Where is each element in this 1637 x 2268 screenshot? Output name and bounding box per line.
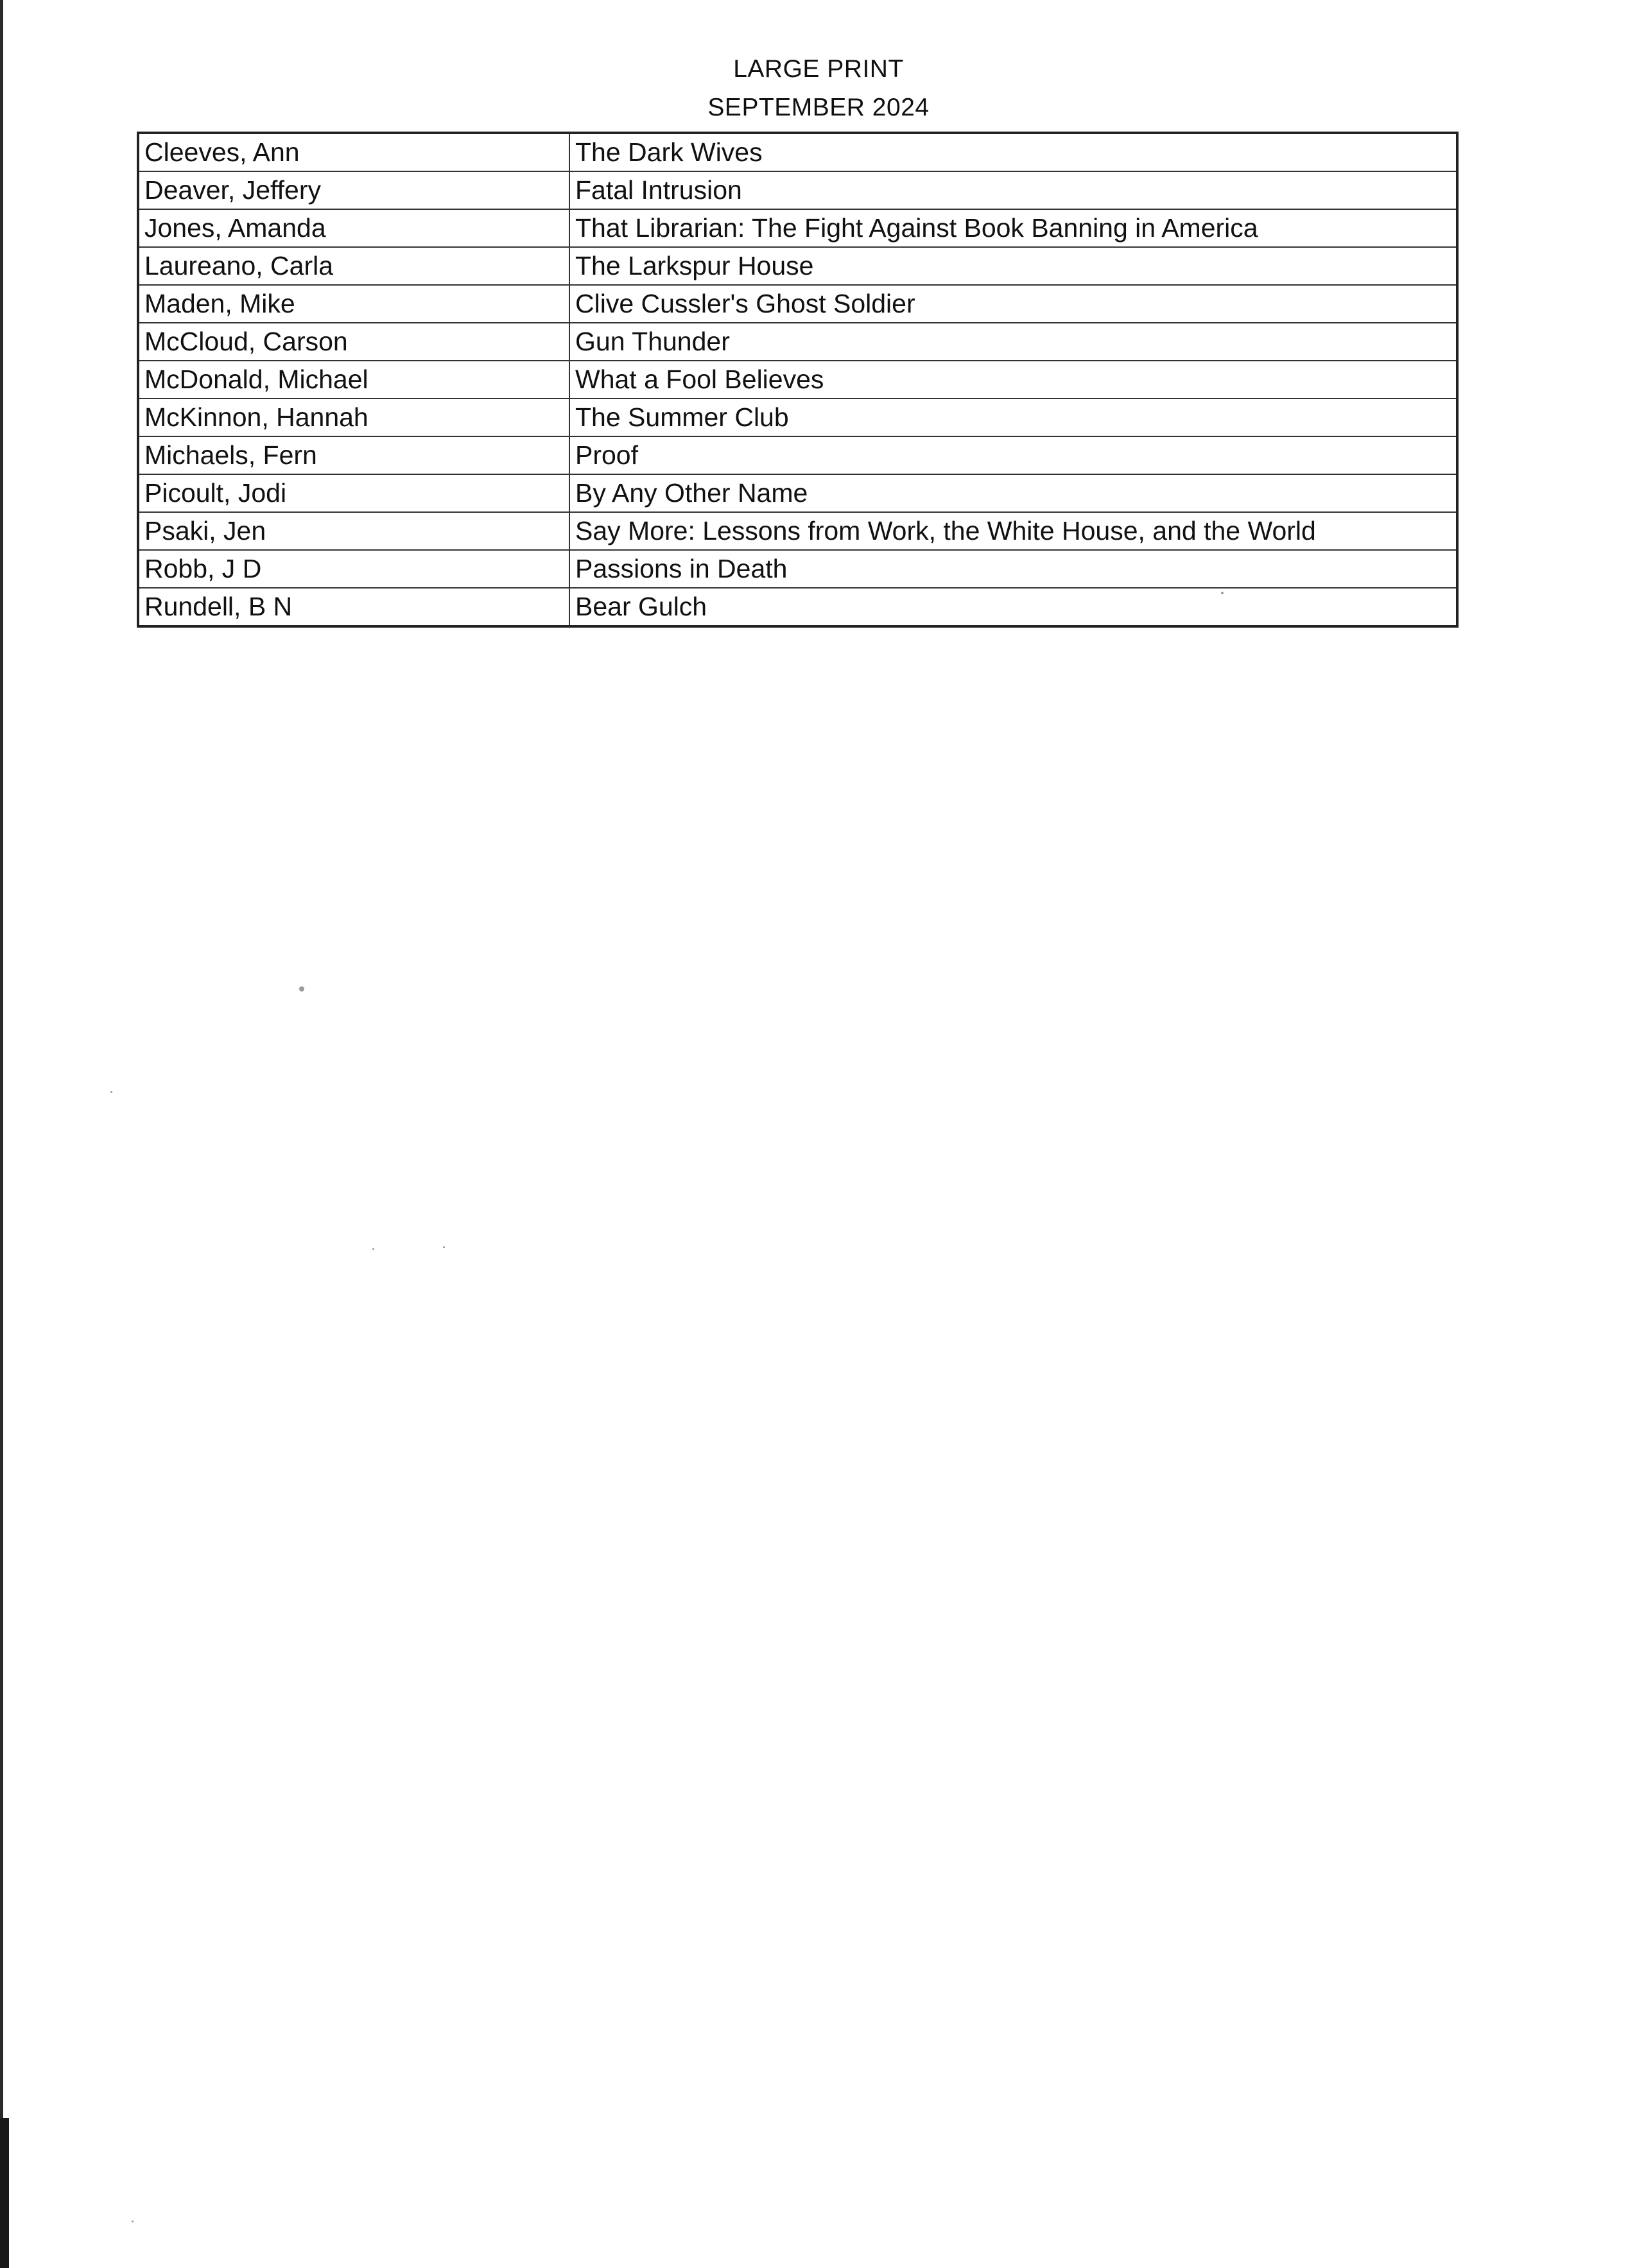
title-cell: Passions in Death (569, 550, 1457, 588)
table-row (138, 171, 1457, 209)
table-row (138, 285, 1457, 323)
scan-speck (1221, 592, 1224, 594)
title-cell: What a Fool Believes (569, 361, 1457, 399)
table-row (138, 588, 1457, 626)
author-cell: Michaels, Fern (138, 436, 569, 474)
title-cell: By Any Other Name (569, 474, 1457, 512)
title-cell: Say More: Lessons from Work, the White House, and the World (569, 512, 1457, 550)
author-cell: Laureano, Carla (138, 247, 569, 285)
title-cell: Fatal Intrusion (569, 171, 1457, 209)
title-cell: The Dark Wives (569, 133, 1457, 171)
author-cell: Cleeves, Ann (138, 133, 569, 171)
title-cell: Clive Cussler's Ghost Soldier (569, 285, 1457, 323)
book-list-table (137, 132, 1459, 628)
table-row (138, 474, 1457, 512)
scan-edge-left (0, 0, 3, 2268)
document-subtitle: SEPTEMBER 2024 (707, 94, 930, 121)
author-cell: Deaver, Jeffery (138, 171, 569, 209)
title-cell: The Summer Club (569, 399, 1457, 436)
document-title: LARGE PRINT (733, 55, 904, 83)
table-row (138, 133, 1457, 171)
title-cell: Proof (569, 436, 1457, 474)
table-row (138, 323, 1457, 361)
table-row (138, 361, 1457, 399)
author-cell: McKinnon, Hannah (138, 399, 569, 436)
table-row (138, 550, 1457, 588)
table-row (138, 247, 1457, 285)
table-row (138, 512, 1457, 550)
title-cell: That Librarian: The Fight Against Book Banning in America (569, 209, 1457, 247)
scan-speck (299, 986, 304, 992)
title-cell: Bear Gulch (569, 588, 1457, 626)
author-cell: Psaki, Jen (138, 512, 569, 550)
author-cell: McDonald, Michael (138, 361, 569, 399)
scan-edge-bottom (0, 2118, 9, 2268)
title-cell: Gun Thunder (569, 323, 1457, 361)
author-cell: Robb, J D (138, 550, 569, 588)
table-row (138, 399, 1457, 436)
scan-speck (372, 1248, 374, 1250)
title-cell: The Larkspur House (569, 247, 1457, 285)
author-cell: Maden, Mike (138, 285, 569, 323)
author-cell: Jones, Amanda (138, 209, 569, 247)
author-cell: McCloud, Carson (138, 323, 569, 361)
scan-speck (443, 1246, 445, 1248)
document-header (0, 50, 1637, 127)
scan-speck (110, 1091, 112, 1093)
table-row (138, 436, 1457, 474)
scan-speck (132, 2221, 134, 2222)
author-cell: Picoult, Jodi (138, 474, 569, 512)
table-row (138, 209, 1457, 247)
author-cell: Rundell, B N (138, 588, 569, 626)
